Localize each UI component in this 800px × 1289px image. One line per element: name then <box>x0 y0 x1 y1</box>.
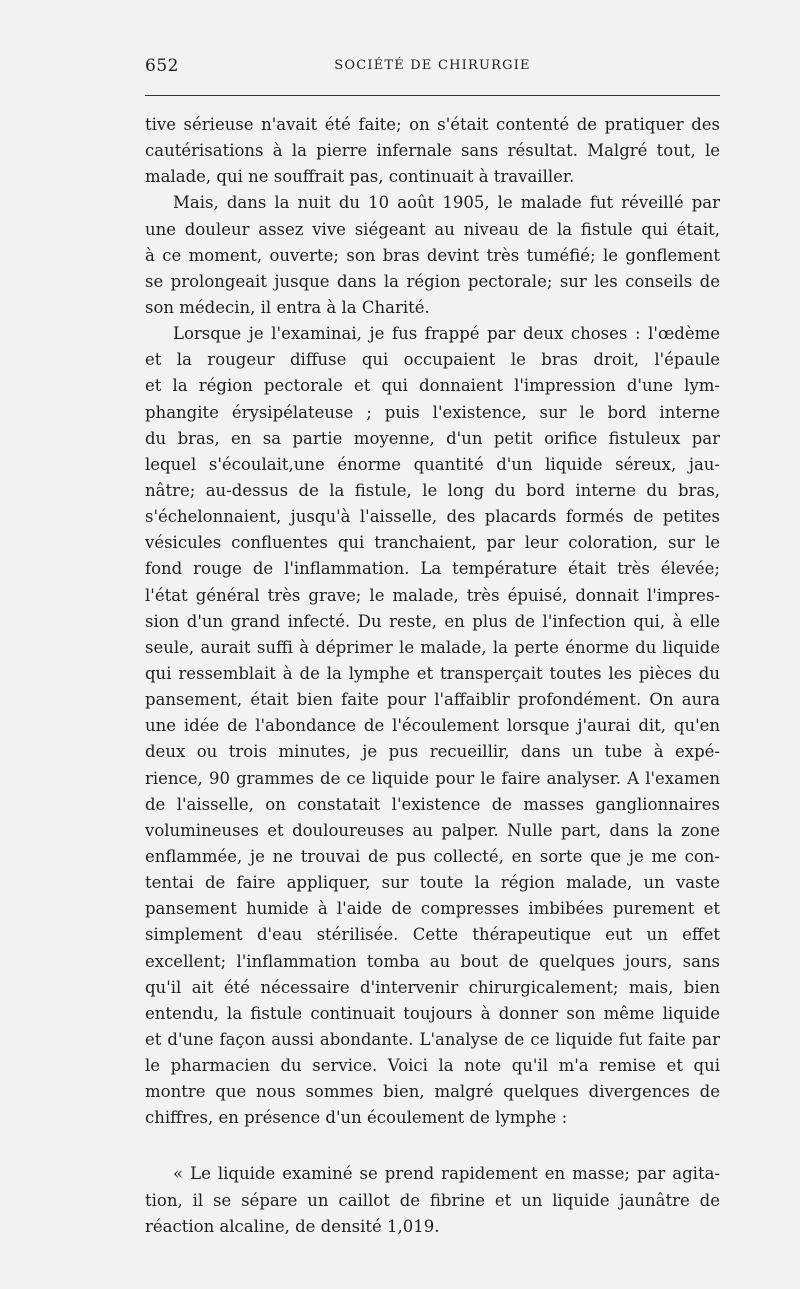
running-title: SOCIÉTÉ DE CHIRURGIE <box>334 58 531 73</box>
body-text <box>145 112 720 1240</box>
text-line: s'échelonnaient, jusqu'à l'aisselle, des placards formés de petites <box>145 507 720 527</box>
text-line: sion d'un grand infecté. Du reste, en plus de l'infection qui, à elle <box>145 611 720 631</box>
page-header <box>145 56 720 84</box>
text-line: une idée de l'abondance de l'écoulement lorsque j'aurai dit, qu'en <box>145 716 720 736</box>
text-line: seule, aurait suffi à déprimer le malade, la perte énorme du liquide <box>145 637 720 657</box>
text-line: pansement humide à l'aide de compresses imbibées purement et <box>145 899 720 919</box>
text-line: enflammée, je ne trouvai de pus collecté, en sorte que je me con- <box>145 846 720 866</box>
text-line: et la rougeur diffuse qui occupaient le bras droit, l'épaule <box>145 350 720 370</box>
text-line: deux ou trois minutes, je pus recueillir, dans un tube à expé- <box>145 742 720 762</box>
paragraph <box>145 112 720 190</box>
header-rule <box>145 95 720 96</box>
text-line: tion, il se sépare un caillot de fibrine et un liquide jaunâtre de <box>145 1190 720 1210</box>
text-line: nâtre; au-dessus de la fistule, le long du bord interne du bras, <box>145 480 720 500</box>
text-line: excellent; l'inflammation tomba au bout de quelques jours, sans <box>145 951 720 971</box>
text-line: rience, 90 grammes de ce liquide pour le faire analyser. A l'examen <box>145 768 720 788</box>
paragraph <box>145 321 720 1131</box>
paragraph <box>145 190 720 321</box>
text-line: à ce moment, ouverte; son bras devint très tuméfié; le gonflement <box>145 245 720 265</box>
text-line: lequel s'écoulait,une énorme quantité d'un liquide séreux, jau- <box>145 454 720 474</box>
text-line: chiffres, en présence d'un écoulement de lymphe : <box>145 1108 568 1128</box>
page-number: 652 <box>145 56 179 76</box>
text-line: l'état général très grave; le malade, très épuisé, donnait l'impres- <box>145 585 720 605</box>
text-line: du bras, en sa partie moyenne, d'un petit orifice fistuleux par <box>145 428 720 448</box>
text-line: vésicules confluentes qui tranchaient, par leur coloration, sur le <box>145 533 720 553</box>
quoted-paragraph <box>145 1161 720 1239</box>
text-line: son médecin, il entra à la Charité. <box>145 297 430 317</box>
text-line: Lorsque je l'examinai, je fus frappé par deux choses : l'œdème <box>173 324 720 344</box>
text-line: phangite érysipélateuse ; puis l'existence, sur le bord interne <box>145 402 720 422</box>
text-line: une douleur assez vive siégeant au niveau de la fistule qui était, <box>145 219 720 239</box>
text-line: « Le liquide examiné se prend rapidement en masse; par agita- <box>173 1164 720 1184</box>
text-line: volumineuses et douloureuses au palper. Nulle part, dans la zone <box>145 820 720 840</box>
text-line: de l'aisselle, on constatait l'existence de masses ganglionnaires <box>145 794 720 814</box>
text-line: tive sérieuse n'avait été faite; on s'était contenté de pratiquer des <box>145 115 720 134</box>
text-line: et la région pectorale et qui donnaient l'impression d'une lym- <box>145 376 720 396</box>
paragraph-gap <box>145 1131 720 1161</box>
text-line: malade, qui ne souffrait pas, continuait à travailler. <box>145 167 575 187</box>
text-line: se prolongeait jusque dans la région pectorale; sur les conseils de <box>145 271 720 291</box>
text-line: le pharmacien du service. Voici la note qu'il m'a remise et qui <box>145 1056 720 1076</box>
text-line: réaction alcaline, de densité 1,019. <box>145 1216 440 1236</box>
text-line: qui ressemblait à de la lymphe et transperçait toutes les pièces du <box>145 663 720 683</box>
text-line: simplement d'eau stérilisée. Cette thérapeutique eut un effet <box>145 925 720 945</box>
text-line: cautérisations à la pierre infernale sans résultat. Malgré tout, le <box>145 141 720 161</box>
text-line: pansement, était bien faite pour l'affaiblir profondément. On aura <box>145 690 720 710</box>
text-line: entendu, la fistule continuait toujours à donner son même liquide <box>145 1003 720 1023</box>
text-line: fond rouge de l'inflammation. La température était très élevée; <box>145 559 720 579</box>
text-line: qu'il ait été nécessaire d'intervenir chirurgicalement; mais, bien <box>145 977 720 997</box>
text-line: et d'une façon aussi abondante. L'analyse de ce liquide fut faite par <box>145 1029 720 1049</box>
text-line: tentai de faire appliquer, sur toute la région malade, un vaste <box>145 873 720 893</box>
text-line: montre que nous sommes bien, malgré quelques divergences de <box>145 1082 720 1102</box>
text-line: Mais, dans la nuit du 10 août 1905, le malade fut réveillé par <box>173 193 720 213</box>
